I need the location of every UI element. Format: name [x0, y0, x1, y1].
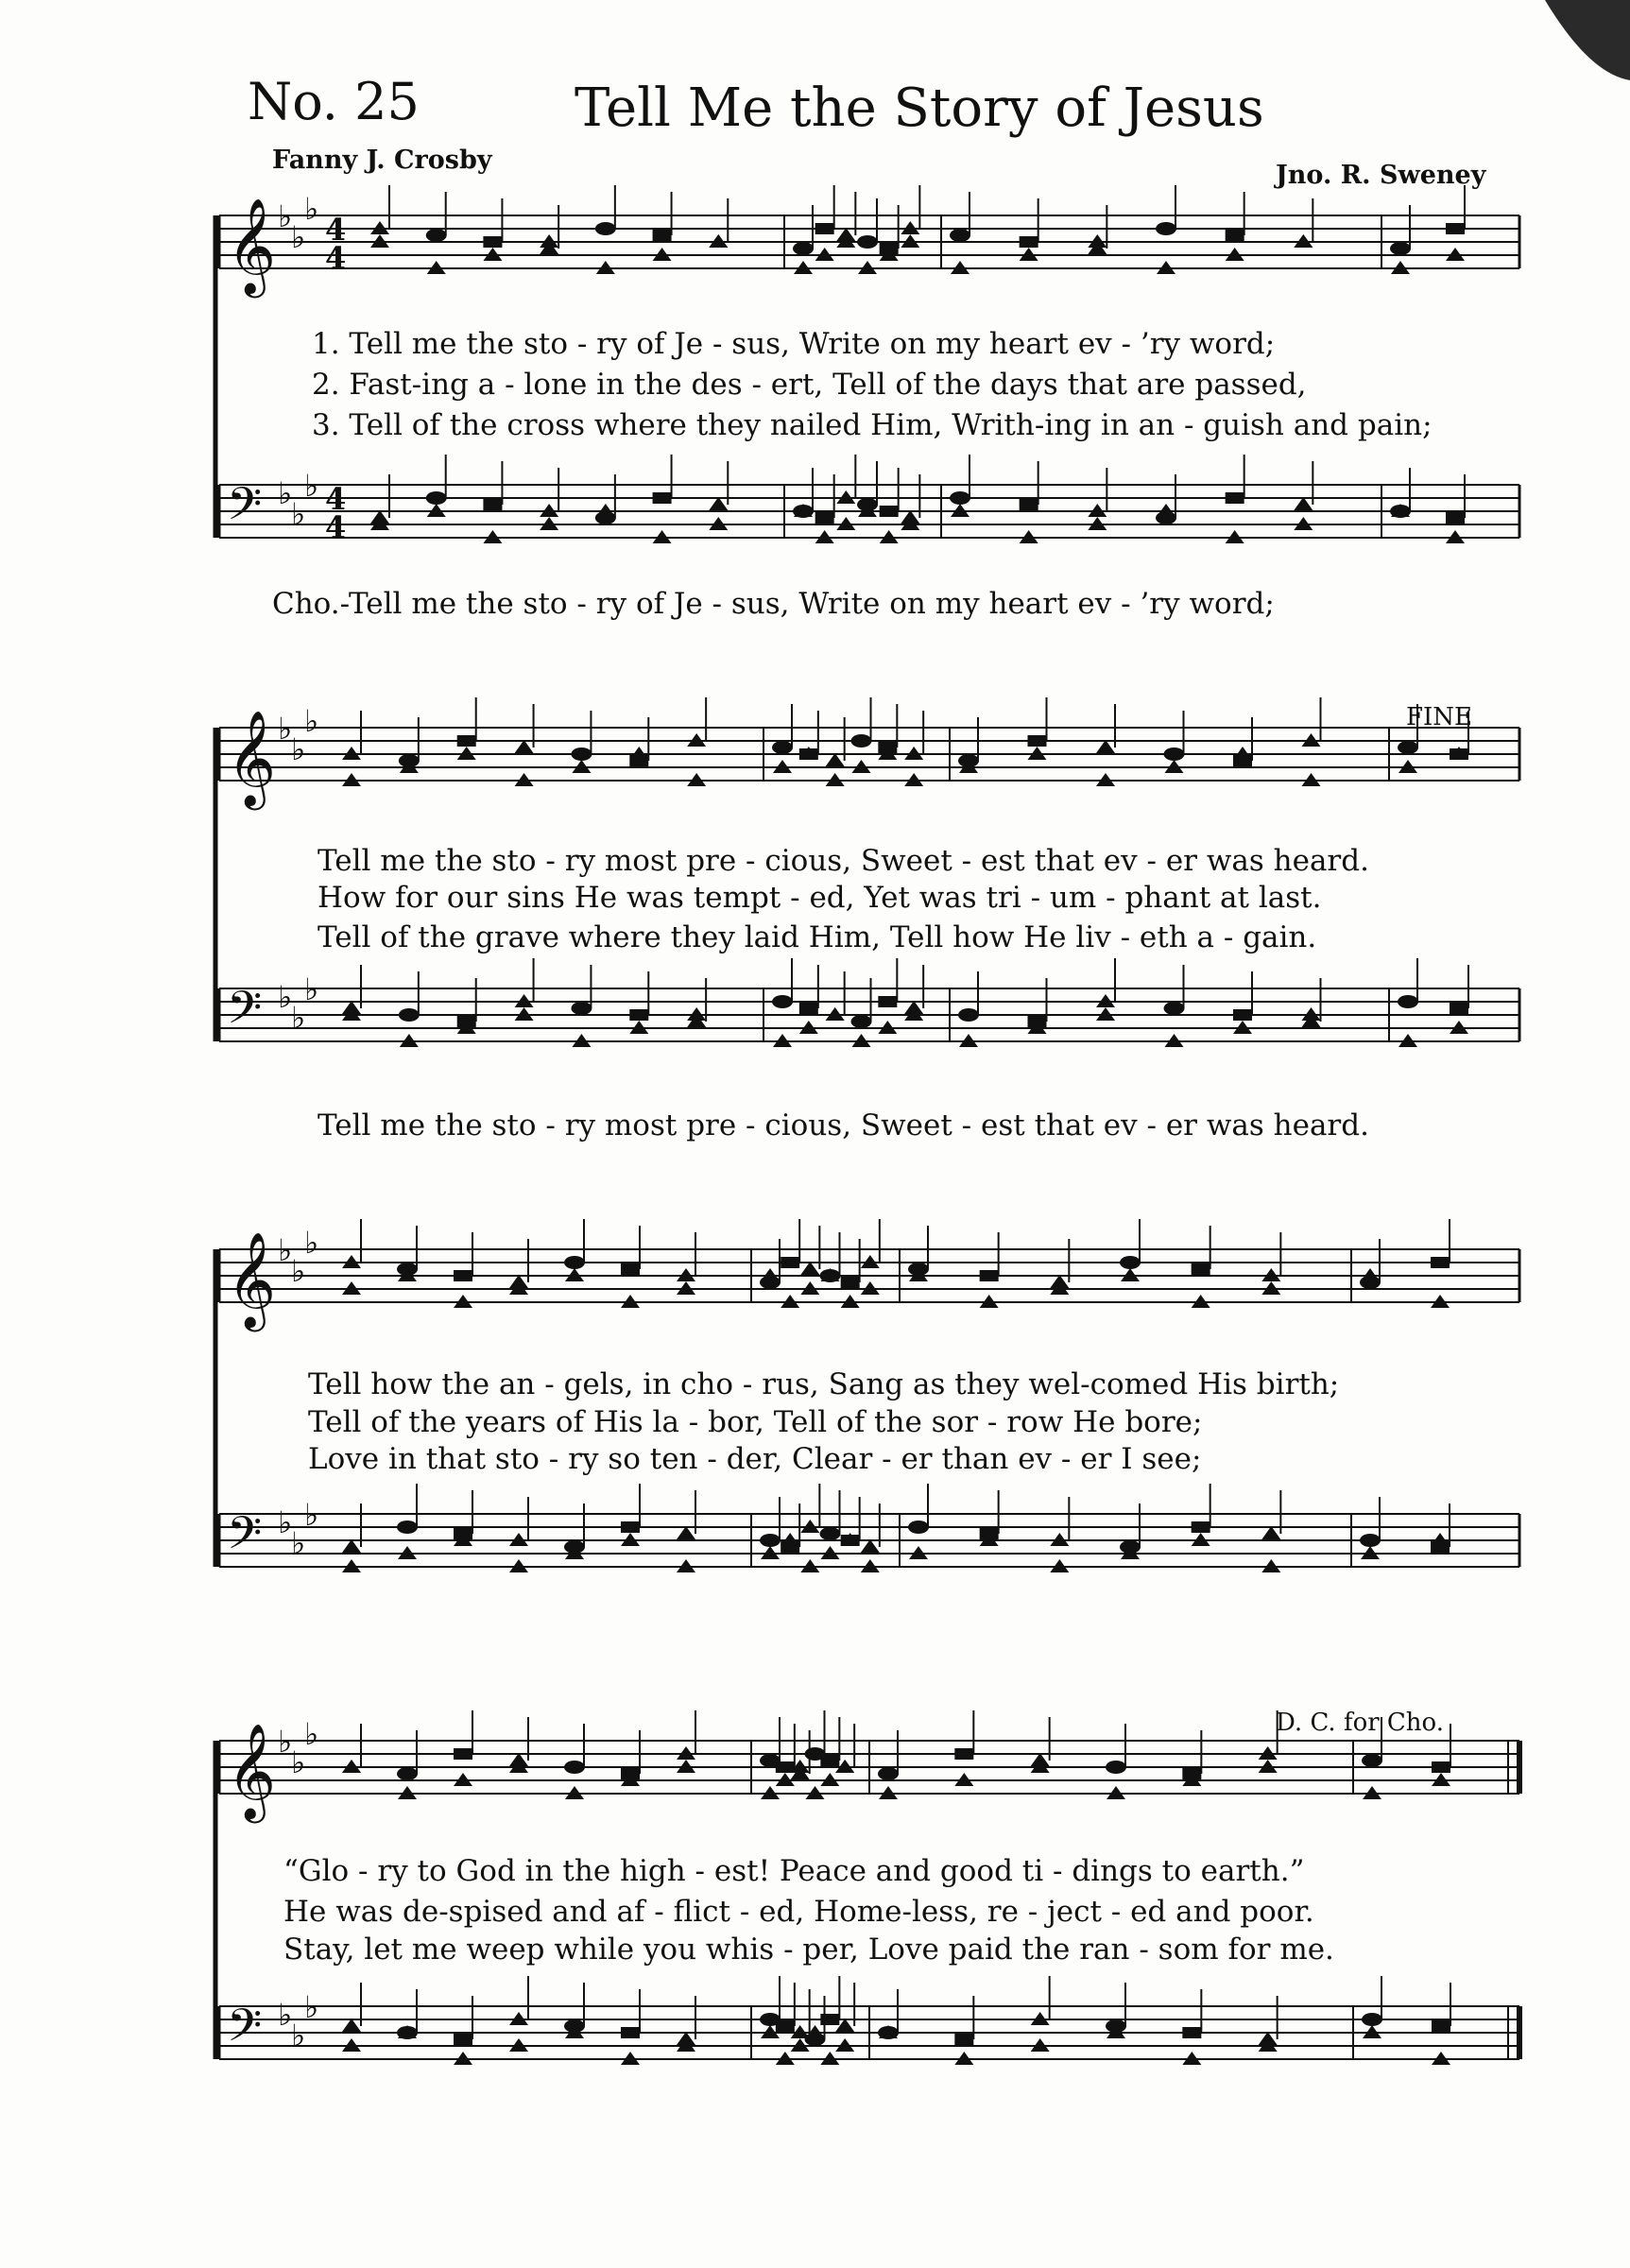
note-head	[878, 1767, 899, 1780]
flat-icon: ♭	[278, 198, 293, 234]
bass-clef-icon: 𝄢	[227, 1506, 263, 1571]
note-head	[483, 499, 502, 510]
flat-icon: ♭	[291, 731, 306, 767]
note-head	[1192, 1263, 1210, 1275]
note-head	[776, 1761, 795, 1773]
note-head	[1226, 492, 1244, 504]
note-head	[454, 2034, 472, 2045]
flat-icon: ♭	[304, 971, 319, 1007]
note-head	[799, 1003, 818, 1014]
note-head	[454, 1748, 472, 1760]
flat-icon: ♭	[278, 1724, 293, 1760]
note-head	[1226, 230, 1244, 241]
note-head	[772, 741, 793, 754]
verse-2-line-4: He was de-spised and af - flict - ed, Home-less, re - ject - ed and poor.	[283, 1895, 1314, 1929]
flat-icon: ♭	[304, 703, 319, 739]
flat-icon: ♭	[304, 191, 319, 227]
note-head	[1432, 1761, 1450, 1773]
note-head	[1446, 512, 1465, 524]
time-signature: 4	[325, 240, 347, 276]
verse-3-line-1: 3. Tell of the cross where they nailed Him, Writh-ing in an - guish and pain;	[312, 408, 1433, 442]
note-head	[1390, 242, 1411, 255]
note-head	[1020, 499, 1038, 510]
note-head	[709, 497, 728, 510]
note-head	[571, 747, 592, 761]
note-head	[954, 2034, 973, 2045]
flat-icon: ♭	[304, 1497, 319, 1533]
note-head	[878, 996, 897, 1007]
note-head	[851, 1015, 872, 1028]
flat-icon: ♭	[304, 1716, 319, 1752]
note-head	[1182, 2027, 1201, 2038]
note-head	[571, 1002, 592, 1015]
note-head	[621, 2027, 640, 2038]
note-head	[564, 1256, 585, 1269]
note-head	[1362, 2013, 1382, 2026]
hymn-number: No. 25	[248, 72, 420, 131]
note-head	[1450, 1003, 1468, 1014]
note-head	[342, 2019, 361, 2032]
note-head	[1164, 1002, 1185, 1015]
note-head	[1020, 236, 1038, 248]
time-signature: 4	[325, 212, 347, 248]
flat-icon: ♭	[291, 2018, 306, 2053]
lyricist-credit: Fanny J. Crosby	[272, 146, 492, 175]
note-head	[1192, 1521, 1210, 1533]
verse-2-line-3: Tell of the years of His la - bor, Tell of the sor - row He bore;	[308, 1405, 1203, 1439]
note-head	[653, 230, 672, 241]
note-head	[1028, 735, 1047, 747]
note-head	[653, 492, 672, 504]
flat-icon: ♭	[304, 468, 319, 504]
note-head	[1156, 222, 1176, 235]
verse-1-line-4: “Glo - ry to God in the high - est! Peace and good ti - dings to earth.”	[283, 1854, 1305, 1888]
treble-clef-icon: 𝄞	[227, 709, 277, 806]
note-head	[908, 1521, 929, 1534]
note-head	[457, 735, 476, 747]
treble-clef-icon: 𝄞	[227, 1230, 277, 1328]
treble-clef-icon: 𝄞	[227, 197, 277, 294]
bass-clef-icon: 𝄢	[227, 1999, 263, 2063]
time-signature: 4	[325, 509, 347, 545]
note-head	[1362, 1754, 1382, 1767]
note-head	[1294, 497, 1313, 510]
note-head	[1164, 747, 1185, 761]
note-head	[1446, 223, 1465, 234]
hymn-title: Tell Me the Story of Jesus	[575, 77, 1264, 139]
note-head	[1398, 995, 1418, 1008]
note-head	[426, 229, 447, 242]
note-head	[826, 753, 845, 766]
flat-icon: ♭	[278, 1232, 293, 1268]
note-head	[760, 1534, 781, 1547]
treble-clef-icon: 𝄞	[227, 1722, 277, 1819]
note-head	[820, 1527, 841, 1540]
note-head	[1431, 1257, 1450, 1268]
verse-1-line-2: Tell me the sto - ry most pre - cious, Sweet - est that ev - er was heard.	[317, 844, 1369, 878]
flat-icon: ♭	[304, 1989, 319, 2025]
note-head	[342, 1539, 361, 1553]
note-head	[861, 1539, 880, 1553]
note-head	[1106, 1761, 1126, 1774]
note-head	[515, 740, 534, 753]
time-signature: 4	[325, 481, 347, 517]
note-head	[776, 2020, 795, 2032]
flat-icon: ♭	[291, 496, 306, 532]
flat-icon: ♭	[278, 475, 293, 511]
note-head	[629, 1009, 648, 1021]
note-head	[954, 1748, 973, 1760]
note-head	[857, 235, 878, 249]
note-head	[820, 2014, 839, 2025]
note-head	[595, 222, 616, 235]
fine-marker: FINE	[1406, 703, 1473, 731]
note-head	[820, 1755, 839, 1766]
note-head	[399, 1008, 420, 1022]
note-head	[1261, 1526, 1280, 1539]
verse-1-line-1: 1. Tell me the sto - ry of Je - sus, Write on my heart ev - ’ry word;	[312, 327, 1276, 361]
note-head	[564, 1761, 585, 1774]
note-head	[815, 512, 834, 524]
bass-clef-icon: 𝄢	[227, 981, 263, 1045]
note-head	[950, 491, 970, 505]
note-head	[815, 223, 834, 234]
note-head	[1096, 740, 1115, 753]
flat-icon: ♭	[278, 979, 293, 1015]
note-head	[454, 1270, 472, 1281]
note-head	[1360, 1534, 1381, 1547]
note-head	[880, 506, 899, 517]
note-head	[1432, 2020, 1450, 2032]
flat-icon: ♭	[291, 219, 306, 255]
note-head	[841, 1277, 860, 1288]
flat-icon: ♭	[304, 1225, 319, 1261]
flat-icon: ♭	[291, 1744, 306, 1780]
flat-icon: ♭	[291, 1000, 306, 1036]
note-head	[980, 1270, 999, 1281]
composer-credit: Jno. R. Sweney	[1276, 161, 1486, 190]
note-head	[958, 1008, 979, 1022]
verse-3-line-4: Stay, let me weep while you whis - per, Love paid the ran - som for me.	[283, 1933, 1334, 1967]
flat-icon: ♭	[278, 1504, 293, 1540]
note-head	[772, 995, 793, 1008]
note-head	[1233, 1009, 1252, 1021]
bass-clef-icon: 𝄢	[227, 477, 263, 541]
note-head	[426, 491, 447, 505]
note-head	[621, 1521, 640, 1533]
note-head	[793, 242, 814, 255]
verse-3-line-2: Tell of the grave where they laid Him, Tell how He liv - eth a - gain.	[317, 920, 1317, 954]
note-head	[397, 1767, 418, 1780]
dc-marker: D. C. for Cho.	[1276, 1709, 1445, 1737]
note-head	[397, 1521, 418, 1534]
note-head	[483, 236, 502, 248]
flat-icon: ♭	[278, 1997, 293, 2033]
note-head	[851, 734, 872, 747]
flat-icon: ♭	[278, 711, 293, 747]
note-head	[1120, 1256, 1141, 1269]
flat-icon: ♭	[291, 1253, 306, 1289]
note-head	[621, 1263, 640, 1275]
chorus-line-2: Tell me the sto - ry most pre - cious, Sweet - est that ev - er was heard.	[317, 1108, 1369, 1143]
note-head	[677, 1526, 695, 1539]
flat-icon: ♭	[291, 1525, 306, 1561]
verse-2-line-2: How for our sins He was tempt - ed, Yet was tri - um - phant at last.	[317, 881, 1322, 915]
verse-3-line-3: Love in that sto - ry so ten - der, Clear - er than ev - er I see;	[308, 1442, 1202, 1476]
chorus-line-1: Cho.-Tell me the sto - ry of Je - sus, Write on my heart ev - ’ry word;	[272, 587, 1275, 621]
note-head	[1398, 741, 1418, 754]
note-head	[950, 229, 970, 242]
note-head	[800, 1262, 819, 1275]
note-head	[781, 1257, 799, 1268]
verse-1-line-3: Tell how the an - gels, in cho - rus, Sang as they wel-comed His birth;	[308, 1367, 1340, 1401]
verse-2-line-1: 2. Fast-ing a - lone in the des - ert, Tell of the days that are passed,	[312, 368, 1307, 402]
